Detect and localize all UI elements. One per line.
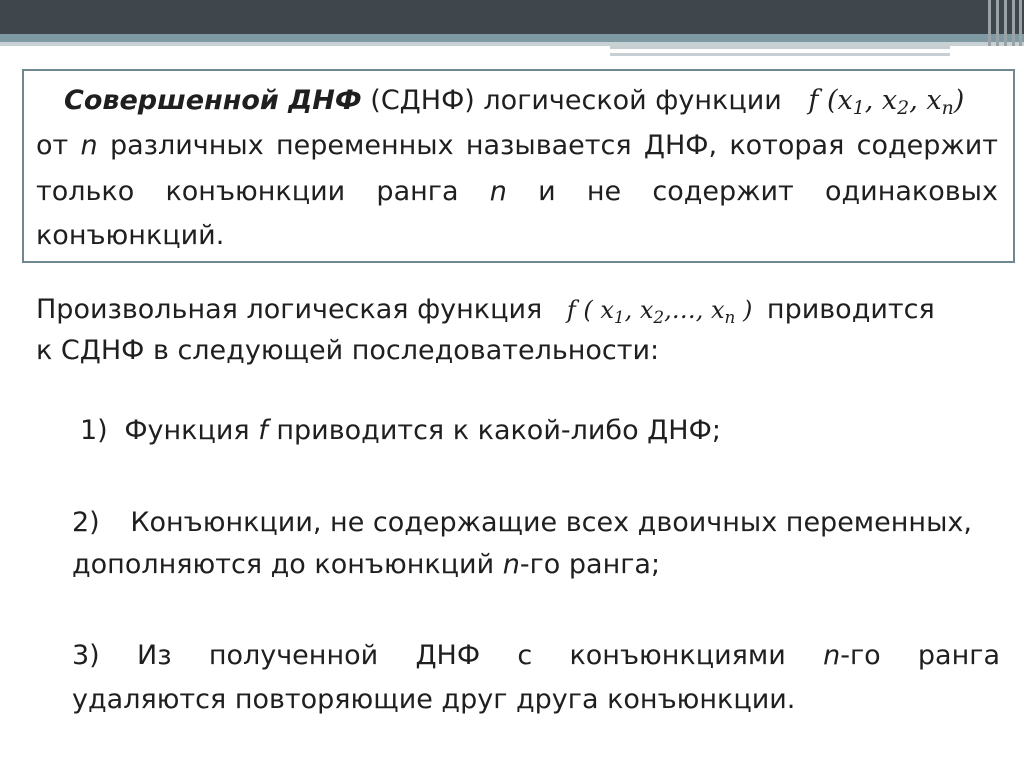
- definition-line-2: [36, 124, 998, 168]
- step-number: 2): [72, 507, 100, 538]
- corner-stripes: [984, 0, 1024, 46]
- step-3-line-2: [72, 678, 1000, 722]
- definition-line-1: [64, 79, 1004, 123]
- header-decor-lines: [610, 44, 950, 58]
- variable-n: n: [823, 640, 841, 671]
- variable-n: n: [80, 130, 98, 161]
- definition-term: Совершенной ДНФ: [64, 85, 362, 116]
- definition-text: только конъюнкции ранга: [36, 176, 459, 207]
- step-3-line-1: [72, 634, 1000, 678]
- intro-text: Произвольная логическая функция: [36, 294, 543, 325]
- step-text: -го ранга;: [519, 549, 661, 580]
- definition-abbr: (СДНФ) логической функции: [370, 85, 782, 116]
- intro-text: приводится: [766, 294, 935, 325]
- definition-text: различных переменных называется ДНФ, которая содержит: [109, 130, 998, 161]
- variable-n: n: [502, 549, 520, 580]
- step-text: дополняются до конъюнкций: [72, 549, 495, 580]
- step-number: 3): [72, 640, 100, 671]
- step-text: Из полученной ДНФ с конъюнкциями: [137, 640, 786, 671]
- step-text: -го ранга: [840, 640, 1000, 671]
- definition-formula: f ($x_1$, $x_2$, $x_n$): [808, 85, 965, 119]
- step-number: 1): [80, 415, 108, 446]
- step-text: Конъюнкции, не содержащие всех двоичных переменных,: [130, 507, 972, 538]
- header-band: [0, 0, 1024, 34]
- step-text: приводится к какой-либо ДНФ;: [276, 415, 721, 446]
- step-text: удаляются повторяющие друг друга конъюнкции.: [72, 684, 796, 715]
- variable-f: f: [258, 415, 268, 446]
- definition-text: и не содержит одинаковых: [538, 176, 998, 207]
- definition-text: от: [36, 130, 69, 161]
- step-1: [80, 409, 1000, 453]
- intro-text: к СДНФ в следующей последовательности:: [36, 335, 660, 366]
- definition-text: конъюнкций.: [36, 220, 225, 251]
- intro-line-1: [36, 288, 998, 332]
- step-2-line-2: [72, 543, 1000, 587]
- step-text: Функция: [124, 415, 250, 446]
- step-2-line-1: [72, 501, 1000, 545]
- intro-formula: f ( $x_1$, $x_2,\dots$, $x_n$ ): [566, 296, 753, 327]
- definition-line-4: [36, 214, 998, 258]
- intro-line-2: [36, 329, 998, 373]
- header-accent-band: [0, 34, 1024, 42]
- definition-line-3: [36, 170, 998, 214]
- variable-n: n: [489, 176, 507, 207]
